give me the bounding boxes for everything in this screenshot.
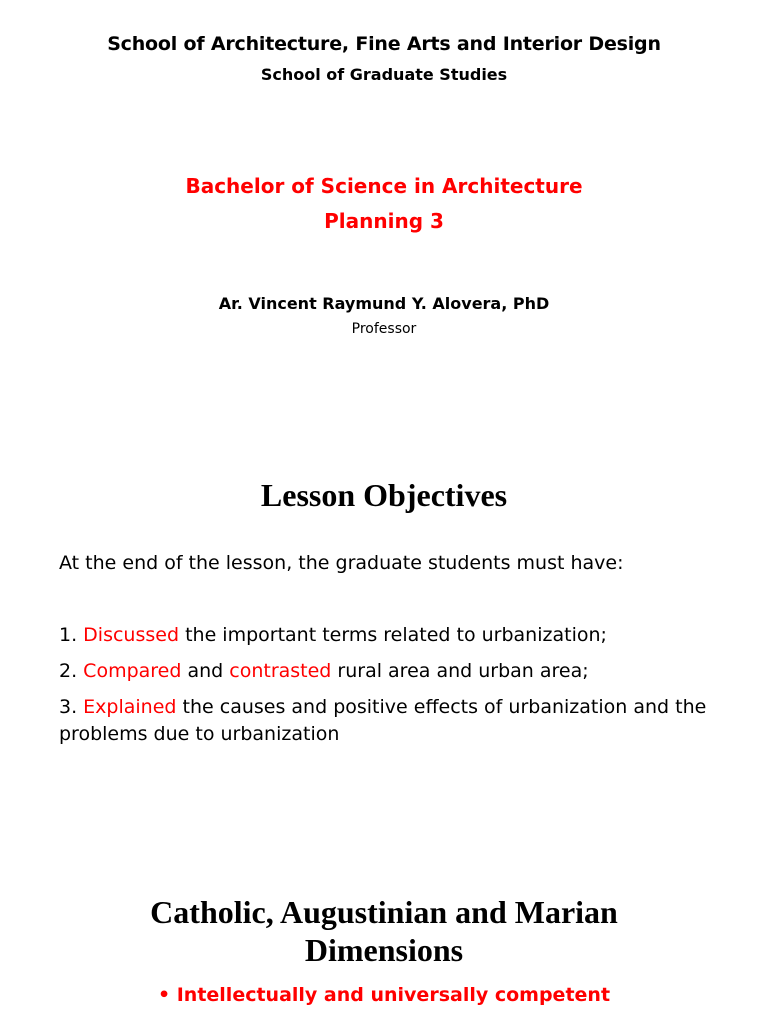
objective-number: 1. [59, 624, 84, 646]
objective-item [59, 694, 739, 748]
objective-keyword: Discussed [83, 624, 180, 646]
dimensions-heading-line1: Catholic, Augustinian and Marian [150, 894, 618, 930]
school-title: School of Architecture, Fine Arts and Interior Design [107, 33, 661, 55]
lesson-objectives-heading: Lesson Objectives [260, 477, 508, 513]
program-title: Bachelor of Science in Architecture [185, 174, 583, 198]
objective-number: 2. [59, 660, 84, 682]
objective-keyword: Explained [83, 696, 177, 718]
dimensions-heading [0, 893, 768, 969]
school-subtitle: School of Graduate Studies [260, 65, 508, 84]
lesson-intro: At the end of the lesson, the graduate students must have: [59, 552, 624, 574]
objective-item [59, 658, 739, 685]
dimension-bullet-item: • Intellectually and universally competent [157, 984, 611, 1006]
objective-keyword: Compared [83, 660, 182, 682]
objective-text: the important terms related to urbanization; [179, 624, 607, 646]
objective-text: the causes and positive effects of urbanization and the problems due to urbanization [59, 696, 707, 745]
objective-item [59, 622, 739, 649]
objective-text: rural area and urban area; [331, 660, 589, 682]
author-name: Ar. Vincent Raymund Y. Alovera, PhD [218, 294, 550, 313]
objective-keyword-secondary: contrasted [229, 660, 332, 682]
objective-number: 3. [59, 696, 84, 718]
objective-connector: and [181, 660, 230, 682]
dimensions-heading-line2: Dimensions [304, 932, 464, 968]
author-role: Professor [351, 321, 417, 337]
course-title: Planning 3 [324, 209, 444, 233]
